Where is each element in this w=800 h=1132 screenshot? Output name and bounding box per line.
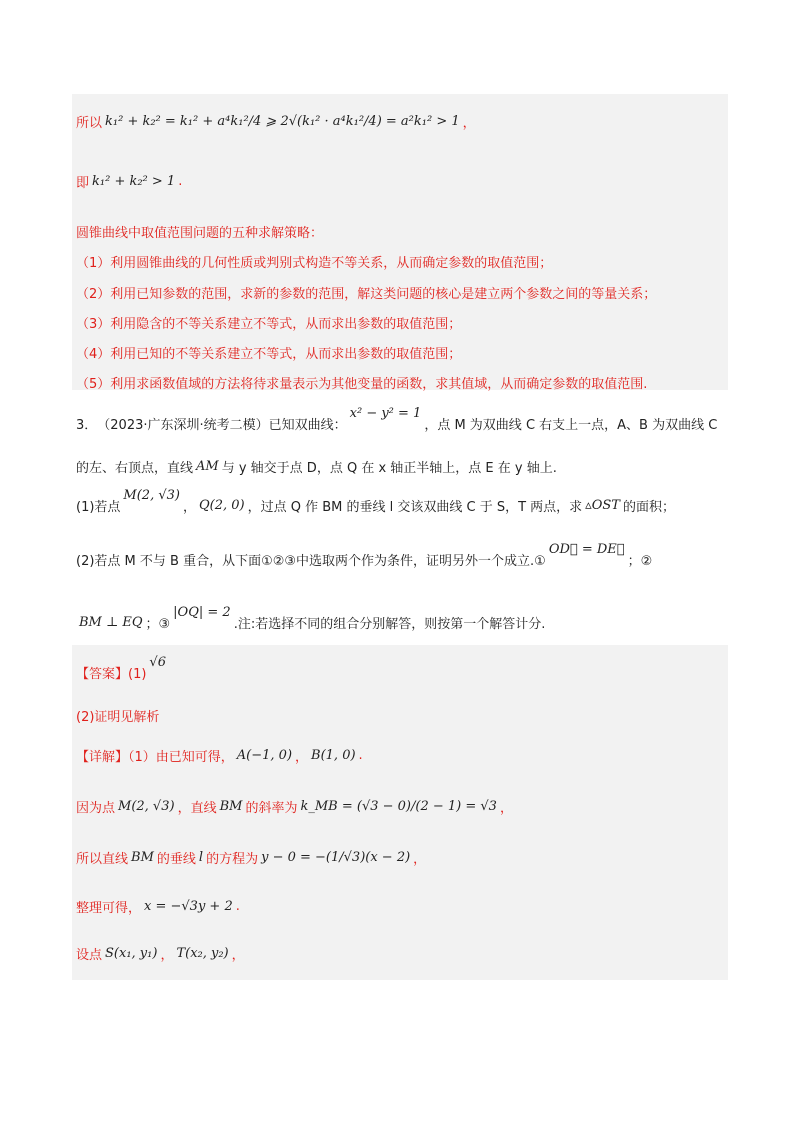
detail-label: 【详解】（1）由已知可得， (76, 750, 234, 765)
text: 的左、右顶点，直线 (76, 461, 194, 476)
question-3-part-2 (76, 542, 653, 569)
length-condition: |OQ| = 2 (173, 605, 231, 620)
text: 的面积； (622, 500, 675, 515)
text: ， (413, 852, 427, 867)
text: 与 y 轴交于点 D，点 Q 在 x 轴正半轴上，点 E 在 y 轴上. (221, 461, 557, 476)
detail-line-1 (76, 746, 363, 765)
text: . (178, 174, 183, 189)
text: . (358, 748, 363, 763)
text: ， (462, 116, 476, 131)
answer-label: 【答案】(1) (76, 667, 147, 682)
text: 的方程为 (206, 852, 259, 867)
simplified-equation: x = −√3y + 2 (144, 899, 233, 914)
answer-line-2: (2)证明见解析 (76, 710, 160, 725)
separator: ， (160, 948, 174, 963)
detail-line-2 (76, 797, 513, 816)
strategy-5: （5）利用求函数值域的方法将待求量表示为其他变量的函数，求其值域，从而确定参数的取值范围. (76, 377, 648, 392)
hyperbola-equation: x² − y² = 1 (349, 406, 422, 421)
answer-value: √6 (149, 655, 166, 670)
point-a: A(−1, 0) (236, 748, 293, 763)
line-conclusion-1 (76, 112, 476, 131)
text: ，过点 Q 作 BM 的垂线 l 交该双曲线 C 于 S，T 两点，求 (247, 500, 583, 515)
line-l: l (198, 850, 204, 865)
point-b: B(1, 0) (311, 748, 356, 763)
strategy-heading: 圆锥曲线中取值范围问题的五种求解策略： (76, 226, 324, 241)
strategy-1: （1）利用圆锥曲线的几何性质或判别式构造不等关系，从而确定参数的取值范围； (76, 256, 553, 271)
formula: k₁² + k₂² = k₁² + a⁴k₁²/4 ⩾ 2√(k₁² · a⁴k₁²/4) = a²k₁² > 1 (105, 114, 460, 129)
text: 的垂线 (156, 852, 196, 867)
point-q: Q(2, 0) (198, 498, 245, 513)
text: (2)若点 M 不与 B 重合，从下面①②③中选取两个作为条件，证明另外一个成立.① (76, 554, 546, 569)
line-bm: BM (219, 799, 243, 814)
question-number: 3． (76, 418, 98, 433)
line-bm: BM (131, 850, 154, 865)
question-text: ，点 M 为双曲线 C 右支上一点，A、B 为双曲线 C (424, 418, 718, 433)
detail-line-5 (76, 944, 245, 963)
text: .注:若选择不同的组合分别解答，则按第一个解答计分. (233, 617, 546, 632)
text: ；③ (145, 617, 171, 632)
strategy-2: （2）利用已知参数的范围，求新的参数的范围，解这类问题的核心是建立两个参数之间的等量关系； (76, 287, 657, 302)
detail-line-3 (76, 848, 426, 867)
slope-formula: k_MB = (√3 − 0)/(2 − 1) = √3 (300, 799, 497, 814)
formula: k₁² + k₂² > 1 (92, 174, 176, 189)
vector-condition: OD⃗ = DE⃗ (548, 542, 625, 557)
text: 即 (76, 176, 90, 191)
text: (1)若点 (76, 500, 121, 515)
question-3-conditions (76, 605, 546, 632)
strategy-3: （3）利用隐含的不等关系建立不等式，从而求出参数的取值范围； (76, 317, 462, 332)
text: ，直线 (177, 801, 217, 816)
question-source: （2023·广东深圳·统考二模）已知双曲线： (97, 418, 347, 433)
text: 设点 (76, 948, 103, 963)
separator: ， (182, 500, 196, 515)
point-s: S(x₁, y₁) (105, 946, 158, 961)
point-t: T(x₂, y₂) (176, 946, 229, 961)
text: . (235, 899, 240, 914)
detail-line-4 (76, 897, 240, 916)
text: ；② (627, 554, 653, 569)
answer-line (76, 655, 169, 682)
perpendicular-condition: BM ⊥ EQ (79, 615, 143, 630)
text: 整理可得， (76, 901, 142, 916)
separator: ， (295, 750, 309, 765)
text: 所以 (76, 116, 103, 131)
line-equation: y − 0 = −(1/√3)(x − 2) (261, 850, 411, 865)
point-m: M(2, √3) (123, 488, 180, 503)
strategy-4: （4）利用已知的不等关系建立不等式，从而求出参数的取值范围； (76, 347, 462, 362)
triangle-ost: ▵OST (585, 498, 620, 513)
point-m: M(2, √3) (118, 799, 175, 814)
question-3-line-1 (76, 406, 718, 433)
question-3-part-1 (76, 488, 675, 515)
question-3-line-2 (76, 457, 557, 476)
text: 所以直线 (76, 852, 129, 867)
line-conclusion-2 (76, 172, 182, 191)
text: ， (231, 948, 245, 963)
text: 因为点 (76, 801, 116, 816)
text: ， (499, 801, 513, 816)
formula: AM (196, 459, 219, 474)
text: 的斜率为 (245, 801, 298, 816)
